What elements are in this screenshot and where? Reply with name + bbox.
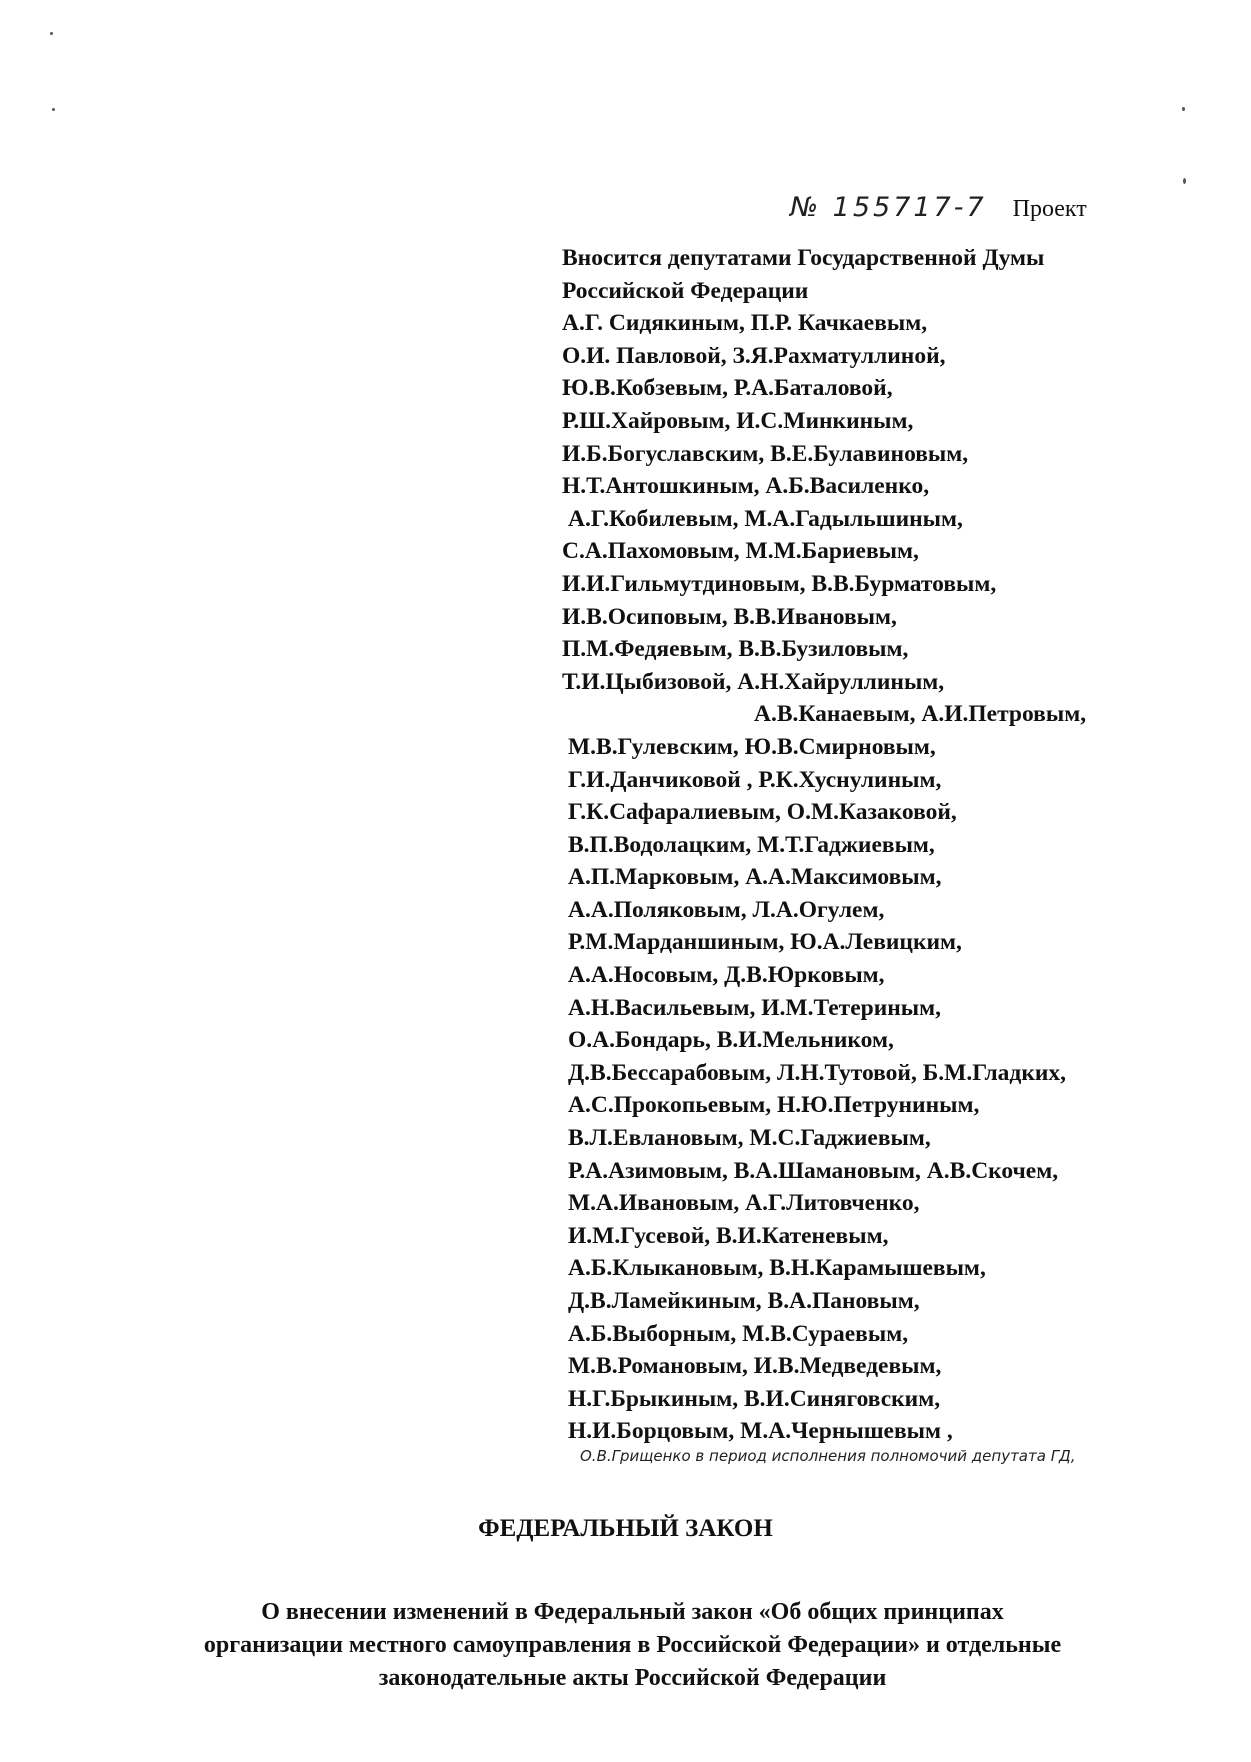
author-line: О.А.Бондарь, В.И.Мельником, <box>568 1027 894 1054</box>
authors-block <box>562 242 1086 1448</box>
author-line: Р.А.Азимовым, В.А.Шамановым, А.В.Скочем, <box>568 1157 1059 1184</box>
author-line: И.Б.Богуславским, В.Е.Булавиновым, <box>562 440 969 467</box>
author-line: В.Л.Евлановым, М.С.Гаджиевым, <box>568 1125 931 1152</box>
author-line: А.А.Поляковым, Л.А.Огулем, <box>568 896 885 923</box>
author-line: Т.И.Цыбизовой, А.Н.Хайруллиным, <box>562 668 945 695</box>
author-line: Н.Т.Антошкиным, А.Б.Василенко, <box>562 473 930 500</box>
author-line: Р.Ш.Хайровым, И.С.Минкиным, <box>562 407 914 434</box>
scan-speck <box>1182 107 1185 111</box>
author-line: С.А.Пахомовым, М.М.Бариевым, <box>562 538 919 565</box>
author-line: М.В.Гулевским, Ю.В.Смирновым, <box>568 733 936 760</box>
law-type-heading: ФЕДЕРАЛЬНЫЙ ЗАКОН <box>478 1515 773 1542</box>
introduced-by-line: Вносится депутатами Государственной Думы <box>562 245 1045 271</box>
registration-number: № 155717-7 <box>790 192 987 223</box>
author-line: А.В.Канаевым, А.И.Петровым, <box>754 701 1087 728</box>
author-line: Ю.В.Кобзевым, Р.А.Баталовой, <box>562 375 893 402</box>
author-line: А.С.Прокопьевым, Н.Ю.Петруниным, <box>568 1092 980 1119</box>
author-line: А.Н.Васильевым, И.М.Тетериным, <box>568 994 942 1021</box>
introduced-by-line: Российской Федерации <box>562 277 809 304</box>
author-line: Д.В.Ламейкиным, В.А.Пановым, <box>568 1288 920 1314</box>
author-line: И.В.Осиповым, В.В.Ивановым, <box>562 603 897 630</box>
author-line: П.М.Федяевым, В.В.Бузиловым, <box>562 636 909 663</box>
author-line: Г.К.Сафаралиевым, О.М.Казаковой, <box>568 799 957 826</box>
author-line: В.П.Водолацким, М.Т.Гаджиевым, <box>568 831 935 858</box>
document-header <box>790 192 1087 223</box>
author-line: Р.М.Марданшиным, Ю.А.Левицким, <box>568 929 962 956</box>
law-title-line: законодательные акты Российской Федерации <box>378 1665 887 1691</box>
author-line: М.В.Романовым, И.В.Медведевым, <box>568 1353 942 1380</box>
author-line: Н.И.Борцовым, М.А.Чернышевым , <box>568 1418 953 1445</box>
author-line: И.М.Гусевой, В.И.Катеневым, <box>568 1222 889 1249</box>
author-line: Г.И.Данчиковой , Р.К.Хуснулиным, <box>568 766 942 793</box>
author-line: М.А.Ивановым, А.Г.Литовченко, <box>568 1190 920 1217</box>
author-line: А.П.Марковым, А.А.Максимовым, <box>568 864 942 891</box>
law-title-line: О внесении изменений в Федеральный закон «Об общих принципах <box>261 1599 1004 1625</box>
law-title <box>120 1596 1145 1695</box>
scan-speck <box>52 108 55 111</box>
author-line: А.Б.Клыкановым, В.Н.Карамышевым, <box>568 1255 986 1282</box>
handwritten-note: О.В.Грищенко в период исполнения полномочий депутата ГД, <box>580 1447 1076 1465</box>
author-line: А.А.Носовым, Д.В.Юрковым, <box>568 962 885 989</box>
scan-speck <box>50 32 53 35</box>
author-line: Д.В.Бессарабовым, Л.Н.Тутовой, Б.М.Гладких, <box>568 1059 1067 1086</box>
author-line: Н.Г.Брыкиным, В.И.Синяговским, <box>568 1385 941 1412</box>
author-line: О.И. Павловой, З.Я.Рахматуллиной, <box>562 342 946 369</box>
law-title-line: организации местного самоуправления в Российской Федерации» и отдельные <box>203 1632 1062 1658</box>
draft-label: Проект <box>1012 196 1087 222</box>
author-line: А.Б.Выборным, М.В.Сураевым, <box>568 1320 909 1347</box>
author-line: И.И.Гильмутдиновым, В.В.Бурматовым, <box>562 570 997 597</box>
author-line: А.Г. Сидякиным, П.Р. Качкаевым, <box>562 310 928 337</box>
author-line: А.Г.Кобилевым, М.А.Гадыльшиным, <box>568 505 963 532</box>
scan-speck <box>1183 178 1186 184</box>
